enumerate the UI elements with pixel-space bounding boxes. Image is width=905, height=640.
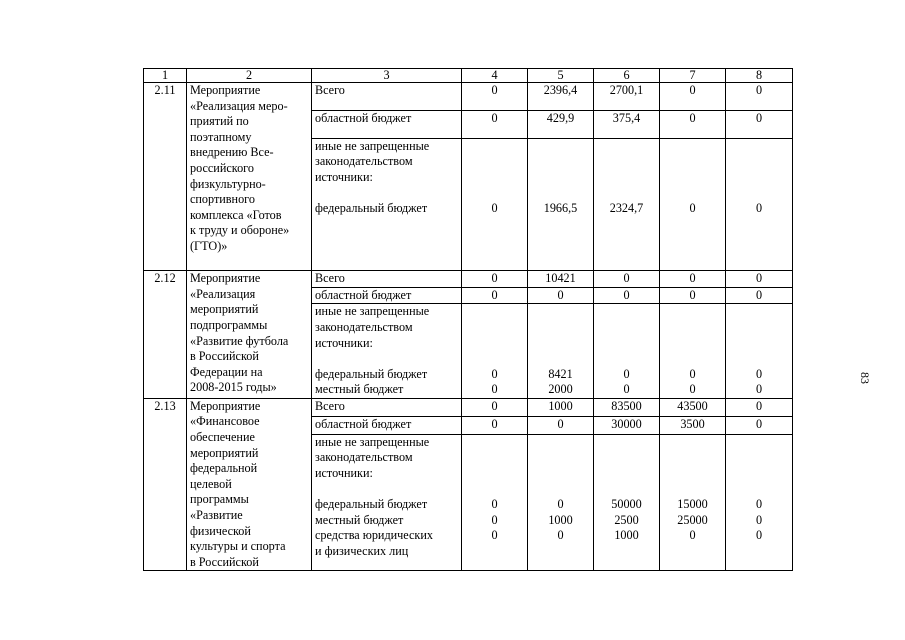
activity-description [187,83,312,271]
source-label: Всего [312,271,462,288]
source-line: федеральный бюджет [315,201,428,216]
desc-line: Федерации на [190,364,263,379]
value: 0 [623,366,630,381]
value-cell: 0 [660,83,726,111]
budget-table [143,68,793,571]
row-number: 2.13 [144,398,187,571]
desc-line: комплекса «Готов [190,207,282,222]
desc-line: мероприятий [190,445,259,460]
value-cell: 0 [594,287,660,304]
value: 2500 [614,512,639,527]
value: 0 [557,497,564,512]
desc-line: Мероприятие [190,398,261,413]
desc-line: Мероприятие [190,83,261,97]
value-cell: 0 [726,271,793,288]
value: 0 [491,366,498,381]
source-line: законодательством [315,319,413,334]
source-line: средства юридических [315,528,433,543]
value-cell: 2396,4 [528,83,594,111]
row-number: 2.11 [144,83,187,271]
value: 25000 [677,512,708,527]
value-cell: 0 [462,271,528,288]
value: 0 [755,528,763,543]
value-cell: 0 [726,83,793,111]
source-line: законодательством [315,450,413,465]
value-cell: 0 [726,287,793,304]
value-cell: 3500 [660,416,726,434]
source-line: законодательством [315,154,413,169]
source-line: иные не запрещенные [315,434,430,449]
value-cell: 375,4 [594,110,660,138]
header-cell: 1 [144,69,187,83]
desc-line: (ГТО)» [190,238,228,253]
value: 50000 [611,497,642,512]
desc-line: «Реализация [190,286,256,301]
source-line: местный бюджет [315,512,404,527]
value-cell [528,304,594,399]
source-label: областной бюджет [312,110,462,138]
desc-line: обеспечение [190,430,255,445]
desc-line: «Финансовое [190,414,260,429]
value-cell: 0 [660,110,726,138]
desc-line: к труду и обороне» [190,223,290,238]
value-cell: 0 [726,398,793,416]
source-line: источники: [315,466,373,481]
desc-line: «Развитие [190,508,243,523]
page-number: 83 [858,372,872,384]
value: 1000 [548,512,573,527]
value: 2000 [548,382,573,397]
header-cell: 2 [187,69,312,83]
desc-line: поэтапному [190,129,252,144]
value-cell [660,138,726,270]
value: 0 [689,366,696,381]
value-cell [528,434,594,571]
desc-line: российского [190,160,254,175]
other-sources-cell [312,138,462,270]
value-cell [528,138,594,270]
value-cell [462,304,528,399]
value-cell: 0 [660,287,726,304]
source-line: иные не запрещенные [315,138,430,153]
value-cell [660,304,726,399]
value: 15000 [677,497,708,512]
desc-line: подпрограммы [190,317,268,332]
value-cell [594,304,660,399]
source-label: областной бюджет [312,287,462,304]
value: 0 [491,201,498,216]
desc-line: в Российской [190,554,259,569]
header-cell: 3 [312,69,462,83]
desc-line: мероприятий [190,302,259,317]
source-line: иные не запрещенные [315,304,430,319]
value: 0 [491,512,498,527]
value-cell [594,434,660,571]
value-cell: 0 [726,110,793,138]
value: 1966,5 [543,201,578,216]
desc-line: целевой [190,476,232,491]
value-cell [594,138,660,270]
source-line: источники: [315,335,373,350]
desc-line: федеральной [190,461,258,476]
table-row [144,398,793,416]
source-line: федеральный бюджет [315,497,428,512]
desc-line: «Развитие футбола [190,333,289,348]
value: 1000 [614,528,639,543]
header-cell: 4 [462,69,528,83]
value-cell: 0 [462,416,528,434]
value-cell: 10421 [528,271,594,288]
desc-line: приятий по [190,114,249,129]
value: 0 [689,201,696,216]
value: 0 [491,382,498,397]
header-cell: 8 [726,69,793,83]
header-cell: 6 [594,69,660,83]
row-number: 2.12 [144,271,187,399]
value-cell: 0 [726,416,793,434]
desc-line: физкультурно- [190,176,266,191]
value-cell [462,138,528,270]
source-line: федеральный бюджет [315,366,428,381]
value-cell: 83500 [594,398,660,416]
source-label: Всего [312,83,462,111]
value-cell [726,304,793,399]
value-cell: 43500 [660,398,726,416]
value-cell: 0 [462,398,528,416]
value-cell: 0 [660,271,726,288]
value: 2324,7 [609,201,644,216]
value-cell [726,138,793,270]
value: 0 [689,382,696,397]
value: 0 [755,201,763,216]
value-cell: 0 [594,271,660,288]
desc-line: программы [190,492,249,507]
activity-description [187,398,312,571]
value: 8421 [548,366,573,381]
desc-line: физической [190,523,251,538]
source-line: и физических лиц [315,544,409,559]
activity-description [187,271,312,399]
value: 0 [623,382,630,397]
value: 0 [557,528,564,543]
value-cell: 1000 [528,398,594,416]
value: 0 [755,512,763,527]
table-row [144,83,793,111]
header-cell: 5 [528,69,594,83]
source-line: местный бюджет [315,382,404,397]
value-cell: 0 [462,110,528,138]
value-cell: 0 [462,83,528,111]
value-cell: 0 [462,287,528,304]
table-row [144,271,793,288]
other-sources-cell [312,434,462,571]
value: 0 [755,366,763,381]
value: 0 [755,497,763,512]
value-cell [726,434,793,571]
value: 0 [755,382,763,397]
header-cell: 7 [660,69,726,83]
value: 0 [491,528,498,543]
value-cell: 0 [528,287,594,304]
desc-line: в Российской [190,349,259,364]
desc-line: спортивного [190,192,255,207]
header-row [144,69,793,83]
source-label: областной бюджет [312,416,462,434]
desc-line: «Реализация меро- [190,98,288,113]
source-label: Всего [312,398,462,416]
value-cell: 0 [528,416,594,434]
other-sources-cell [312,304,462,399]
value-cell [462,434,528,571]
value-cell: 2700,1 [594,83,660,111]
value-cell: 30000 [594,416,660,434]
value-cell: 429,9 [528,110,594,138]
desc-line: Мероприятие [190,271,261,286]
desc-line: внедрению Все- [190,145,274,160]
value: 0 [689,528,696,543]
source-line: источники: [315,169,373,184]
value-cell [660,434,726,571]
desc-line: культуры и спорта [190,539,286,554]
value: 0 [491,497,498,512]
desc-line: 2008-2015 годы» [190,380,277,395]
